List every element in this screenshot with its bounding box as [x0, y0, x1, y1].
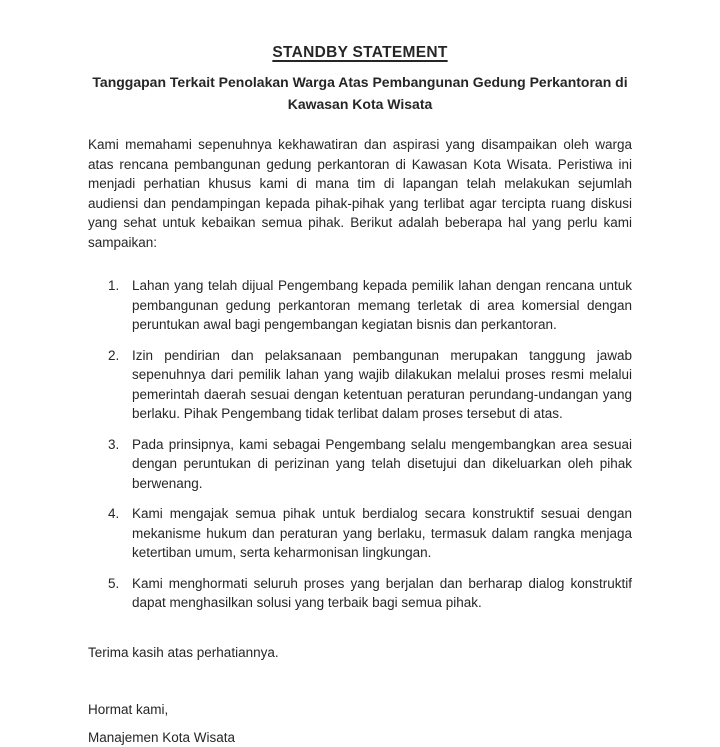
closing-line: Terima kasih atas perhatiannya.	[88, 643, 632, 663]
list-item-text: Izin pendirian dan pelaksanaan pembangunan merupakan tanggung jawab sepenuhnya dari pemilik lahan yang wajib dilakukan melalui proses resmi melalui pemerintah daerah sesuai dengan ketentuan peraturan perundang-undangan yang berlaku. Pihak Pengembang tidak terlibat dalam proses tersebut di atas.	[132, 346, 632, 424]
list-item	[108, 276, 632, 335]
list-item-number: 1.	[108, 276, 132, 335]
list-item	[108, 435, 632, 494]
list-item	[108, 504, 632, 563]
document-subtitle	[88, 71, 632, 115]
intro-paragraph: Kami memahami sepenuhnya kekhawatiran dan aspirasi yang disampaikan oleh warga atas rencana pembangunan gedung perkantoran di Kawasan Kota Wisata. Peristiwa ini menjadi perhatian khusus kami di mana tim di lapangan telah melakukan sejumlah audiensi dan pendampingan kepada pihak-pihak yang terlibat agar tercipta ruang diskusi yang sehat untuk kebaikan semua pihak. Berikut adalah beberapa hal yang perlu kami sampaikan:	[88, 135, 632, 252]
list-item-text: Pada prinsipnya, kami sebagai Pengembang selalu mengembangkan area sesuai dengan peruntukan di perizinan yang telah disetujui dan dikeluarkan oleh pihak berwenang.	[132, 435, 632, 494]
numbered-list	[88, 276, 632, 613]
document-subtitle-line-2: Kawasan Kota Wisata	[88, 93, 632, 115]
list-item-number: 4.	[108, 504, 132, 563]
document-title	[88, 44, 632, 62]
signoff-line: Hormat kami,	[88, 700, 632, 720]
list-item	[108, 346, 632, 424]
list-item-number: 5.	[108, 574, 132, 613]
list-item	[108, 574, 632, 613]
document-title-text: STANDBY STATEMENT	[272, 44, 447, 61]
document-subtitle-line-1: Tanggapan Terkait Penolakan Warga Atas Pembangunan Gedung Perkantoran di	[88, 71, 632, 93]
signature-line: Manajemen Kota Wisata	[88, 728, 632, 747]
list-item-text: Kami mengajak semua pihak untuk berdialog secara konstruktif sesuai dengan mekanisme hukum dan peraturan yang berlaku, termasuk dalam rangka menjaga ketertiban umum, serta keharmonisan lingkungan.	[132, 504, 632, 563]
list-item-text: Kami menghormati seluruh proses yang berjalan dan berharap dialog konstruktif dapat menghasilkan solusi yang terbaik bagi semua pihak.	[132, 574, 632, 613]
list-item-number: 2.	[108, 346, 132, 424]
list-item-number: 3.	[108, 435, 132, 494]
list-item-text: Lahan yang telah dijual Pengembang kepada pemilik lahan dengan rencana untuk pembangunan gedung perkantoran memang terletak di area komersial dengan peruntukan awal bagi pengembangan kegiatan bisnis dan perkantoran.	[132, 276, 632, 335]
